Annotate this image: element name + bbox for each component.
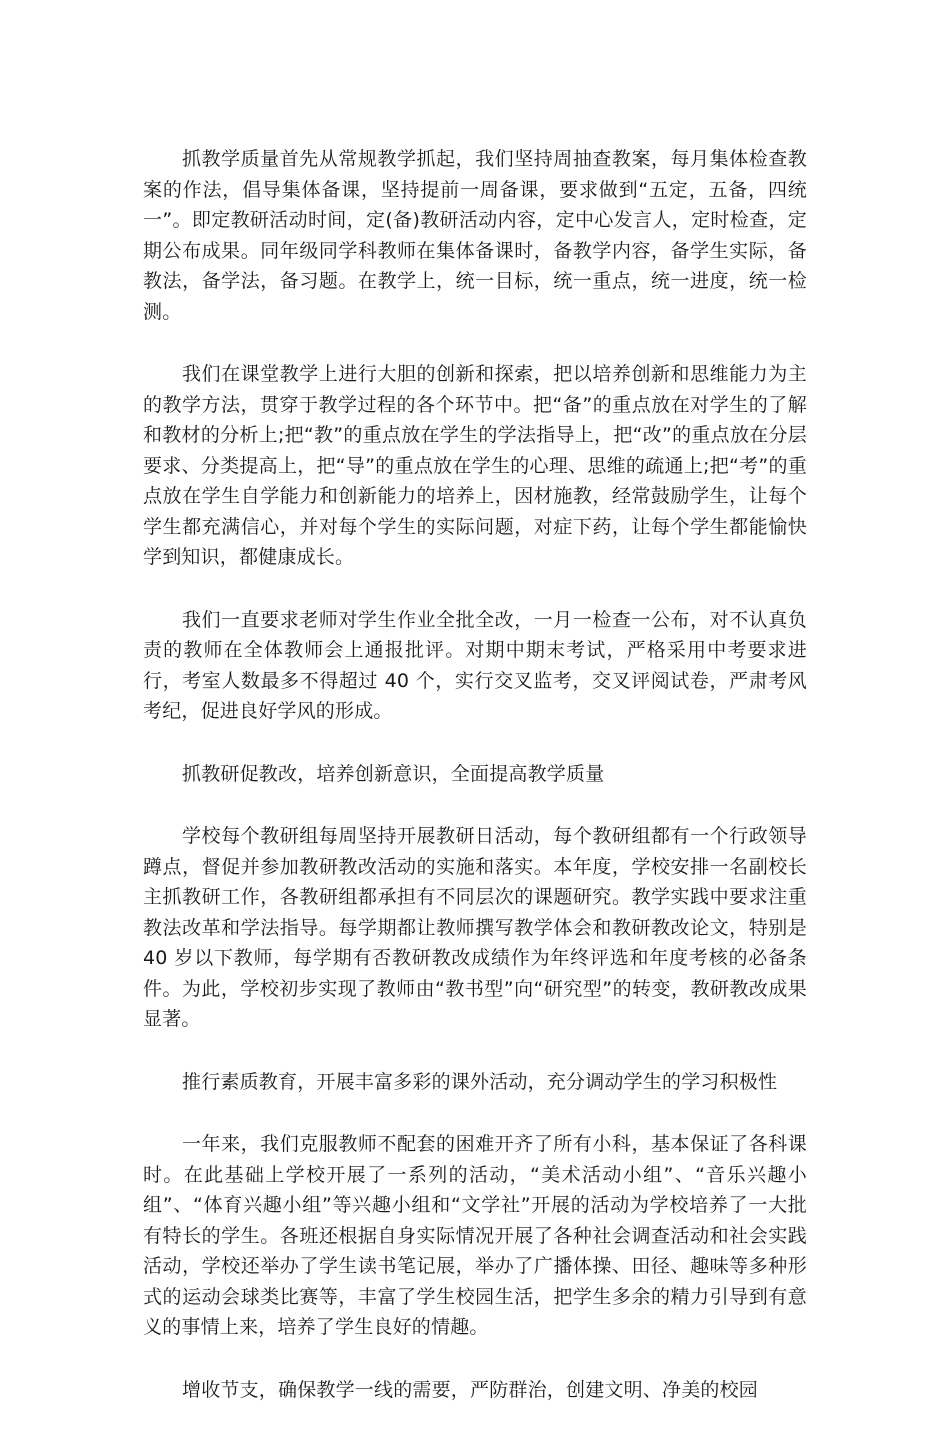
paragraph-classroom-innovation: 我们在课堂教学上进行大胆的创新和探索，把以培养创新和思维能力为主的教学方法，贯穿于教学过程的各个环节中。把“备”的重点放在对学生的了解和教材的分析上;把“教”的重点放在学生的学法指导上，把“改”的重点放在分层要求、分类提高上，把“导”的重点放在学生的心理、思维的疏通上;把“考”的重点放在学生自学能力和创新能力的培养上，因材施教，经常鼓励学生，让每个学生都充满信心，并对每个学生的实际问题，对症下药，让每个学生都能愉快学到知识，都健康成长。 <box>143 363 807 568</box>
document-body <box>143 144 807 1437</box>
paragraph-homework-exams: 我们一直要求老师对学生作业全批全改，一月一检查一公布，对不认真负责的教师在全体教师会上通报批评。对期中期末考试，严格采用中考要求进行，考室人数最多不得超过 40 个，实行交叉监考，交叉评阅试卷，严肃考风考纪，促进良好学风的形成。 <box>143 608 807 722</box>
paragraph-extracurricular: 一年来，我们克服教师不配套的困难开齐了所有小科，基本保证了各科课时。在此基础上学校开展了一系列的活动，“美术活动小组”、“音乐兴趣小组”、“体育兴趣小组”等兴趣小组和“文学社”开展的活动为学校培养了一大批有特长的学生。各班还根据自身实际情况开展了各种社会调查活动和社会实践活动，学校还举办了学生读书笔记展，举办了广播体操、田径、趣味等多种形式的运动会球类比赛等，丰富了学生校园生活，把学生多余的精力引导到有意义的事情上来，培养了学生良好的情趣。 <box>143 1133 807 1338</box>
section-heading-quality-education: 推行素质教育，开展丰富多彩的课外活动，充分调动学生的学习积极性 <box>182 1070 778 1093</box>
section-heading-campus: 增收节支，确保教学一线的需要，严防群治，创建文明、净美的校园 <box>182 1378 759 1401</box>
paragraph-research-groups: 学校每个教研组每周坚持开展教研日活动，每个教研组都有一个行政领导蹲点，督促并参加教研教改活动的实施和落实。本年度，学校安排一名副校长主抓教研工作，各教研组都承担有不同层次的课题研究。教学实践中要求注重教法改革和学法指导。每学期都让教师撰写教学体会和教研教改论文，特别是 40 岁以下教师，每学期有否教研教改成绩作为年终评选和年度考核的必备条件。为此，学校初步实现了教师由“教书型”向“研究型”的转变，教研教改成果显著。 <box>143 825 807 1030</box>
paragraph-teaching-quality: 抓教学质量首先从常规教学抓起，我们坚持周抽查教案，每月集体检查教案的作法，倡导集体备课，坚持提前一周备课，要求做到“五定，五备，四统一”。即定教研活动时间，定(备)教研活动内容，定中心发言人，定时检查，定期公布成果。同年级同学科教师在集体备课时，备教学内容，备学生实际，备教法，备学法，备习题。在教学上，统一目标，统一重点，统一进度，统一检测。 <box>143 148 807 323</box>
section-heading-research-reform: 抓教研促教改，培养创新意识，全面提高教学质量 <box>182 762 605 785</box>
